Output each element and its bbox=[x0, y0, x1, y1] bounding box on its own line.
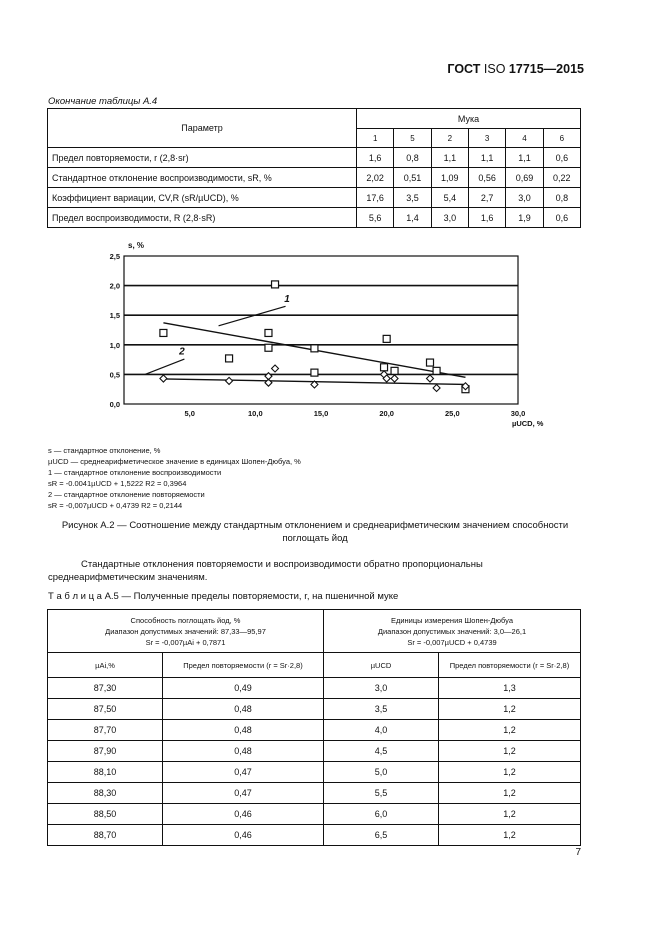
table-a4-col: 4 bbox=[506, 129, 543, 148]
cell: 1,2 bbox=[439, 804, 581, 825]
cell: 3,5 bbox=[394, 188, 431, 208]
data-point-square bbox=[381, 364, 388, 371]
cell: 1,6 bbox=[357, 148, 394, 168]
x-tick-label: 5,0 bbox=[184, 409, 195, 418]
data-point-square bbox=[391, 367, 398, 374]
table-a4-col: 2 bbox=[431, 129, 468, 148]
data-point-square bbox=[383, 335, 390, 342]
table-a4 bbox=[47, 108, 581, 228]
cell: 1,9 bbox=[506, 208, 543, 228]
group-line: Способность поглощать йод, % bbox=[130, 615, 241, 625]
table-row bbox=[48, 148, 581, 168]
cell: 1,1 bbox=[506, 148, 543, 168]
table-a4-col: 6 bbox=[543, 129, 580, 148]
cell: 0,48 bbox=[163, 699, 324, 720]
table-row bbox=[48, 741, 581, 762]
cell: 1,2 bbox=[439, 699, 581, 720]
legend-line: sR = -0,007µUCD + 0,4739 R2 = 0,2144 bbox=[48, 501, 183, 510]
cell: 4,5 bbox=[324, 741, 439, 762]
x-tick-label: 15,0 bbox=[313, 409, 329, 418]
table-a5-caption: Т а б л и ц а А.5 — Полученные пределы повторяемости, r, на пшеничной муке bbox=[48, 591, 399, 602]
header-iso: ISO bbox=[483, 62, 506, 76]
cell: 0,56 bbox=[468, 168, 505, 188]
y-tick-label: 0,5 bbox=[109, 370, 120, 380]
cell: 1,2 bbox=[439, 741, 581, 762]
scatter-chart bbox=[80, 236, 544, 441]
y-tick-label: 0,0 bbox=[109, 400, 120, 409]
cell: 2,02 bbox=[357, 168, 394, 188]
data-point-square bbox=[311, 345, 318, 352]
row-label: Стандартное отклонение воспроизводимости, sR, % bbox=[48, 168, 357, 188]
x-tick-label: 30,0 bbox=[510, 409, 526, 418]
table-a4-col: 3 bbox=[468, 129, 505, 148]
cell: 0,48 bbox=[163, 720, 324, 741]
table-row bbox=[48, 678, 581, 699]
row-label: Предел повторяемости, r (2,8·sr) bbox=[48, 148, 357, 168]
cell: 1,09 bbox=[431, 168, 468, 188]
y-tick-label: 2,0 bbox=[109, 281, 120, 291]
cell: 1,6 bbox=[468, 208, 505, 228]
cell: 6,0 bbox=[324, 804, 439, 825]
data-point-square bbox=[311, 369, 318, 376]
legend-line: 1 — стандартное отклонение воспроизводимости bbox=[48, 468, 222, 477]
cell: 87,90 bbox=[48, 741, 163, 762]
table-row bbox=[48, 720, 581, 741]
table-row bbox=[48, 208, 581, 228]
data-point-square bbox=[160, 329, 167, 336]
cell: 88,50 bbox=[48, 804, 163, 825]
cell: 5,0 bbox=[324, 762, 439, 783]
cell: 0,6 bbox=[543, 148, 580, 168]
group-line: Sr = -0,007µUCD + 0,4739 bbox=[407, 637, 497, 647]
data-point-square bbox=[226, 355, 233, 362]
cell: 0,8 bbox=[394, 148, 431, 168]
cell: 0,6 bbox=[543, 208, 580, 228]
cell: 0,46 bbox=[163, 804, 324, 825]
annotation-label: 2 bbox=[179, 346, 185, 358]
cell: 3,0 bbox=[324, 678, 439, 699]
x-axis-label: µUCD, % bbox=[512, 419, 544, 428]
annotation-label: 1 bbox=[284, 294, 290, 306]
data-point-square bbox=[265, 344, 272, 351]
data-point-square bbox=[265, 329, 272, 336]
legend-line: 2 — стандартное отклонение повторяемости bbox=[48, 490, 205, 499]
table-row bbox=[48, 168, 581, 188]
subheader: Предел повторяемости (r = Sr·2,8) bbox=[163, 653, 324, 678]
cell: 88,10 bbox=[48, 762, 163, 783]
cell: 4,0 bbox=[324, 720, 439, 741]
legend-line: µUCD — среднеарифметическое значение в единицах Шопен-Дюбуа, % bbox=[48, 457, 301, 466]
cell: 87,70 bbox=[48, 720, 163, 741]
cell: 1,1 bbox=[431, 148, 468, 168]
cell: 0,47 bbox=[163, 762, 324, 783]
row-label: Предел воспроизводимости, R (2,8·sR) bbox=[48, 208, 357, 228]
cell: 1,2 bbox=[439, 720, 581, 741]
data-point-square bbox=[433, 367, 440, 374]
cell: 1,2 bbox=[439, 825, 581, 846]
data-point-square bbox=[427, 359, 434, 366]
body-paragraph: Стандартные отклонения повторяемости и воспроизводимости обратно пропорциональны среднеарифметическим значениям. bbox=[48, 559, 483, 583]
header-gost: ГОСТ bbox=[447, 62, 481, 76]
header-number: 17715—2015 bbox=[508, 62, 584, 76]
cell: 3,0 bbox=[431, 208, 468, 228]
cell: 1,2 bbox=[439, 762, 581, 783]
table-row bbox=[48, 783, 581, 804]
group-line: Sr = -0,007µAi + 0,7871 bbox=[145, 637, 226, 647]
cell: 0,49 bbox=[163, 678, 324, 699]
table-row bbox=[48, 762, 581, 783]
table-a4-col: 5 bbox=[394, 129, 431, 148]
cell: 88,70 bbox=[48, 825, 163, 846]
figure-caption: Рисунок А.2 — Соотношение между стандартным отклонением и среднеарифметическим значением способности поглощать йод bbox=[61, 520, 569, 544]
cell: 1,2 bbox=[439, 783, 581, 804]
y-tick-label: 2,5 bbox=[109, 252, 120, 261]
group-line: Единицы измерения Шопен-Дюбуа bbox=[390, 615, 514, 625]
cell: 1,1 bbox=[468, 148, 505, 168]
x-tick-label: 10,0 bbox=[248, 409, 263, 418]
cell: 5,5 bbox=[324, 783, 439, 804]
cell: 88,30 bbox=[48, 783, 163, 804]
cell: 2,7 bbox=[468, 188, 505, 208]
cell: 17,6 bbox=[357, 188, 394, 208]
table-row bbox=[48, 699, 581, 720]
x-tick-label: 20,0 bbox=[379, 409, 394, 418]
cell: 6,5 bbox=[324, 825, 439, 846]
cell: 0,8 bbox=[543, 188, 580, 208]
group-line: Диапазон допустимых значений: 3,0—26,1 bbox=[377, 626, 527, 636]
subheader: µUCD bbox=[324, 653, 439, 678]
y-tick-label: 1,5 bbox=[109, 311, 120, 321]
subheader: Предел повторяемости (r = Sr·2,8) bbox=[439, 653, 581, 678]
row-label: Коэффициент вариации, CV,R (sR/µUCD), % bbox=[48, 188, 357, 208]
cell: 5,4 bbox=[431, 188, 468, 208]
y-axis-label: s, % bbox=[128, 241, 145, 250]
subheader: µAi,% bbox=[48, 653, 163, 678]
page-number: 7 bbox=[575, 847, 581, 858]
table-a4-group-header: Мука bbox=[357, 109, 581, 129]
cell: 0,47 bbox=[163, 783, 324, 804]
cell: 87,30 bbox=[48, 678, 163, 699]
table-row bbox=[48, 825, 581, 846]
cell: 0,22 bbox=[543, 168, 580, 188]
cell: 5,6 bbox=[357, 208, 394, 228]
legend-line: s — стандартное отклонение, % bbox=[48, 446, 161, 455]
cell: 1,3 bbox=[439, 678, 581, 699]
document-header bbox=[447, 62, 584, 76]
table-a5-left-group bbox=[48, 610, 324, 653]
group-line: Диапазон допустимых значений: 87,33—95,97 bbox=[105, 626, 266, 636]
table-a4-col: 1 bbox=[357, 129, 394, 148]
cell: 3,5 bbox=[324, 699, 439, 720]
cell: 0,48 bbox=[163, 741, 324, 762]
cell: 0,46 bbox=[163, 825, 324, 846]
table-a4-param-header: Параметр bbox=[48, 109, 357, 148]
data-point-square bbox=[272, 281, 279, 288]
cell: 0,69 bbox=[506, 168, 543, 188]
cell: 3,0 bbox=[506, 188, 543, 208]
cell: 1,4 bbox=[394, 208, 431, 228]
table-a5-right-group bbox=[324, 610, 581, 653]
y-tick-label: 1,0 bbox=[109, 340, 120, 350]
table-row bbox=[48, 188, 581, 208]
table-a5 bbox=[47, 609, 581, 846]
cell: 0,51 bbox=[394, 168, 431, 188]
table-a4-caption: Окончание таблицы А.4 bbox=[48, 96, 158, 107]
x-tick-label: 25,0 bbox=[445, 409, 460, 418]
table-row bbox=[48, 804, 581, 825]
cell: 87,50 bbox=[48, 699, 163, 720]
legend-line: sR = -0.0041µUCD + 1,5222 R2 = 0,3964 bbox=[48, 479, 187, 488]
